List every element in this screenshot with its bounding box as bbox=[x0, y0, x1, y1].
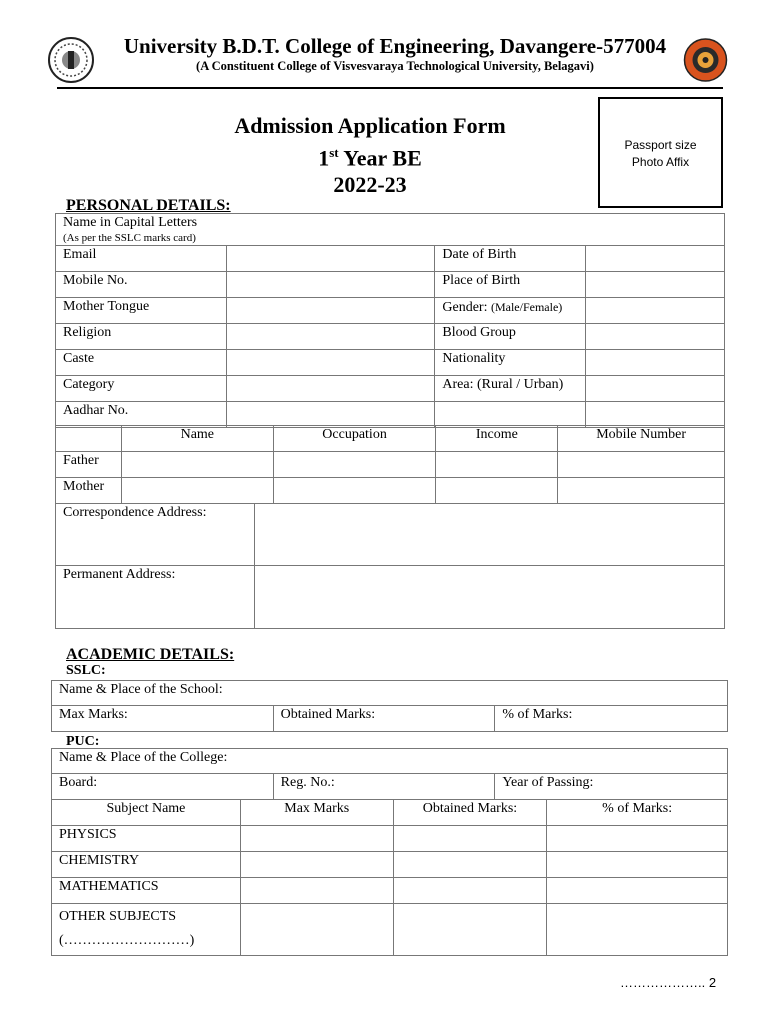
mother-occupation-input[interactable] bbox=[273, 478, 436, 504]
category-label: Category bbox=[56, 376, 227, 402]
area-input[interactable] bbox=[586, 376, 725, 402]
email-input[interactable] bbox=[226, 246, 435, 272]
perm-address-label: Permanent Address: bbox=[56, 566, 255, 629]
mobile-label: Mobile No. bbox=[56, 272, 227, 298]
physics-obtained-input[interactable] bbox=[393, 826, 547, 852]
mother-tongue-label: Mother Tongue bbox=[56, 298, 227, 324]
academic-heading: ACADEMIC DETAILS: bbox=[66, 646, 235, 663]
physics-percent-input[interactable] bbox=[547, 826, 728, 852]
aadhar-label: Aadhar No. bbox=[56, 402, 227, 428]
col-subject: Subject Name bbox=[52, 800, 241, 826]
form-title: Admission Application Form bbox=[234, 113, 506, 138]
subject-mathematics: MATHEMATICS bbox=[52, 878, 241, 904]
form-session: 2022-23 bbox=[333, 172, 407, 198]
gender-label: Gender: (Male/Female) bbox=[435, 298, 586, 324]
col-occupation: Occupation bbox=[273, 426, 436, 452]
subject-chemistry: CHEMISTRY bbox=[52, 852, 241, 878]
physics-max-input[interactable] bbox=[240, 826, 393, 852]
sslc-school-field[interactable]: Name & Place of the School: bbox=[52, 681, 728, 706]
page-number: ……………….. 2 bbox=[620, 975, 717, 990]
area-label: Area: (Rural / Urban) bbox=[435, 376, 586, 402]
puc-board-field[interactable]: Board: bbox=[52, 774, 274, 800]
sslc-table bbox=[51, 680, 728, 732]
chemistry-max-input[interactable] bbox=[240, 852, 393, 878]
parents-corner bbox=[56, 426, 122, 452]
puc-reg-field[interactable]: Reg. No.: bbox=[273, 774, 495, 800]
puc-heading: PUC: bbox=[66, 734, 100, 749]
pob-label: Place of Birth bbox=[435, 272, 586, 298]
photo-line2: Photo Affix bbox=[631, 155, 690, 169]
mobile-input[interactable] bbox=[226, 272, 435, 298]
chemistry-obtained-input[interactable] bbox=[393, 852, 547, 878]
aadhar-input[interactable] bbox=[226, 402, 435, 428]
subject-physics: PHYSICS bbox=[52, 826, 241, 852]
corr-address-label: Correspondence Address: bbox=[56, 504, 255, 566]
puc-year-field[interactable]: Year of Passing: bbox=[495, 774, 728, 800]
address-table bbox=[55, 503, 725, 629]
photo-box[interactable] bbox=[598, 97, 723, 208]
col-income: Income bbox=[436, 426, 558, 452]
mother-label: Mother bbox=[56, 478, 122, 504]
aadhar-input-2[interactable] bbox=[435, 402, 586, 428]
aadhar-input-3[interactable] bbox=[586, 402, 725, 428]
caste-input[interactable] bbox=[226, 350, 435, 376]
personal-table bbox=[55, 213, 725, 428]
puc-marks-table bbox=[51, 799, 728, 956]
dob-input[interactable] bbox=[586, 246, 725, 272]
sslc-max-field[interactable]: Max Marks: bbox=[52, 706, 274, 732]
gender-input[interactable] bbox=[586, 298, 725, 324]
col-mobile: Mobile Number bbox=[558, 426, 725, 452]
religion-input[interactable] bbox=[226, 324, 435, 350]
blood-group-label: Blood Group bbox=[435, 324, 586, 350]
perm-address-input[interactable] bbox=[254, 566, 724, 629]
sslc-heading: SSLC: bbox=[66, 663, 106, 678]
college-affiliation: (A Constituent College of Visvesvaraya Technological University, Belagavi) bbox=[196, 59, 594, 73]
sslc-percent-field[interactable]: % of Marks: bbox=[495, 706, 728, 732]
category-input[interactable] bbox=[226, 376, 435, 402]
mother-income-input[interactable] bbox=[436, 478, 558, 504]
father-occupation-input[interactable] bbox=[273, 452, 436, 478]
photo-line1: Passport size bbox=[624, 138, 697, 152]
corr-address-input[interactable] bbox=[254, 504, 724, 566]
religion-label: Religion bbox=[56, 324, 227, 350]
math-max-input[interactable] bbox=[240, 878, 393, 904]
parents-table bbox=[55, 425, 725, 504]
puc-college-field[interactable]: Name & Place of the College: bbox=[52, 749, 728, 774]
father-mobile-input[interactable] bbox=[558, 452, 725, 478]
puc-info-table bbox=[51, 748, 728, 800]
personal-heading: PERSONAL DETAILS: bbox=[66, 197, 231, 214]
father-income-input[interactable] bbox=[436, 452, 558, 478]
mother-mobile-input[interactable] bbox=[558, 478, 725, 504]
other-obtained-input[interactable] bbox=[393, 904, 547, 956]
other-max-input[interactable] bbox=[240, 904, 393, 956]
other-percent-input[interactable] bbox=[547, 904, 728, 956]
mother-tongue-input[interactable] bbox=[226, 298, 435, 324]
chemistry-percent-input[interactable] bbox=[547, 852, 728, 878]
college-logo bbox=[47, 37, 95, 83]
math-obtained-input[interactable] bbox=[393, 878, 547, 904]
subject-other[interactable]: OTHER SUBJECTS (………………………) bbox=[52, 904, 241, 956]
header-rule bbox=[57, 87, 723, 89]
col-max-marks: Max Marks bbox=[240, 800, 393, 826]
pob-input[interactable] bbox=[586, 272, 725, 298]
email-label: Email bbox=[56, 246, 227, 272]
sslc-obtained-field[interactable]: Obtained Marks: bbox=[273, 706, 495, 732]
blood-group-input[interactable] bbox=[586, 324, 725, 350]
caste-label: Caste bbox=[56, 350, 227, 376]
father-label: Father bbox=[56, 452, 122, 478]
col-percent: % of Marks: bbox=[547, 800, 728, 826]
nationality-label: Nationality bbox=[435, 350, 586, 376]
dob-label: Date of Birth bbox=[435, 246, 586, 272]
col-obtained: Obtained Marks: bbox=[393, 800, 547, 826]
other-subject-blank: (………………………) bbox=[59, 933, 195, 948]
math-percent-input[interactable] bbox=[547, 878, 728, 904]
form-year: 1st Year BE bbox=[318, 145, 422, 171]
college-name: University B.D.T. College of Engineering, Davangere-577004 bbox=[123, 34, 667, 58]
col-name: Name bbox=[121, 426, 273, 452]
father-name-input[interactable] bbox=[121, 452, 273, 478]
mother-name-input[interactable] bbox=[121, 478, 273, 504]
form-title-block bbox=[170, 112, 570, 198]
nationality-input[interactable] bbox=[586, 350, 725, 376]
name-field[interactable]: Name in Capital Letters (As per the SSLC marks card) bbox=[56, 214, 725, 246]
